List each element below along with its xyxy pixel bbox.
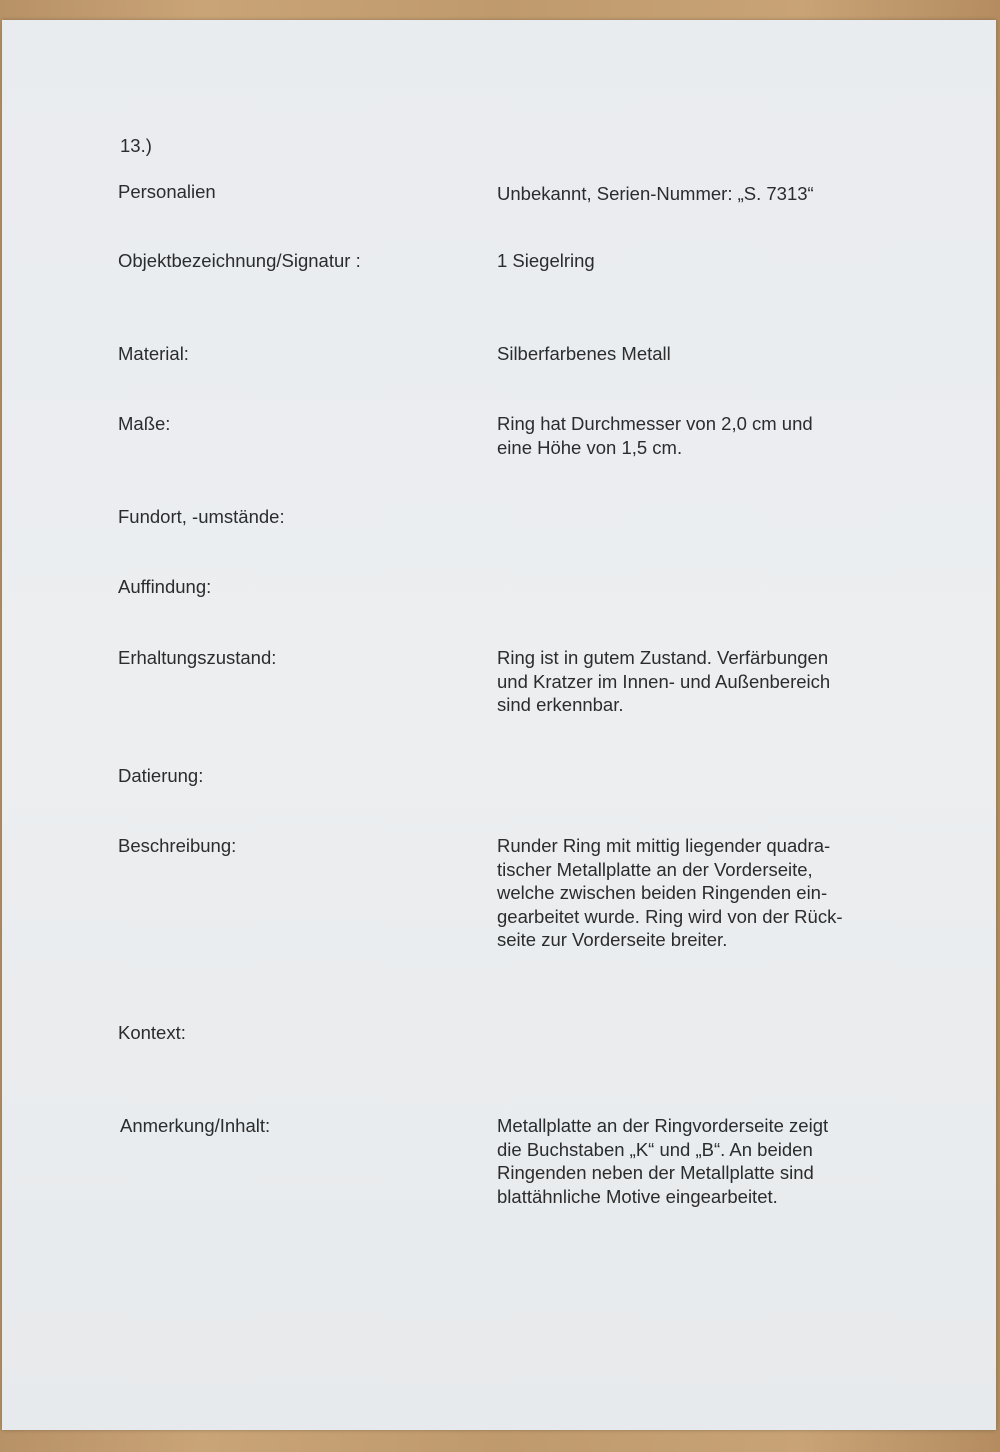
label-auffindung: Auffindung: <box>118 576 212 597</box>
label-personalien: Personalien <box>118 181 216 202</box>
label-datierung: Datierung: <box>118 765 204 786</box>
document-page <box>2 20 996 1430</box>
entry-number: 13.) <box>120 135 152 156</box>
label-material: Material: <box>118 343 189 364</box>
value-anmerkung: Metallplatte an der Ringvorderseite zeigt die Buchstaben „K“ und „B“. An beiden Ringenden neben der Metallplatte sind blattähnliche Motive eingearbeitet. <box>497 1115 829 1207</box>
label-beschreibung: Beschreibung: <box>118 835 237 856</box>
value-erhaltungszustand: Ring ist in gutem Zustand. Verfärbungen und Kratzer im Innen- und Außenbereich sind erkennbar. <box>497 647 831 715</box>
label-masse: Maße: <box>118 413 171 434</box>
label-fundort: Fundort, -umstände: <box>118 506 285 527</box>
value-masse: Ring hat Durchmesser von 2,0 cm und eine Höhe von 1,5 cm. <box>497 413 813 458</box>
label-anmerkung: Anmerkung/Inhalt: <box>120 1115 271 1136</box>
value-personalien: Unbekannt, Serien-Nummer: „S. 7313“ <box>497 183 814 204</box>
value-objektbezeichnung: 1 Siegelring <box>497 250 595 271</box>
label-objektbezeichnung: Objektbezeichnung/Signatur : <box>118 250 361 271</box>
value-material: Silberfarbenes Metall <box>497 343 671 364</box>
value-beschreibung: Runder Ring mit mittig liegender quadra- tischer Metallplatte an der Vorderseite, welche zwischen beiden Ringenden ein- gearbeitet wurde. Ring wird von der Rück- seite zur Vorderseite breiter. <box>497 835 843 950</box>
label-kontext: Kontext: <box>118 1022 186 1043</box>
label-erhaltungszustand: Erhaltungszustand: <box>118 647 277 668</box>
